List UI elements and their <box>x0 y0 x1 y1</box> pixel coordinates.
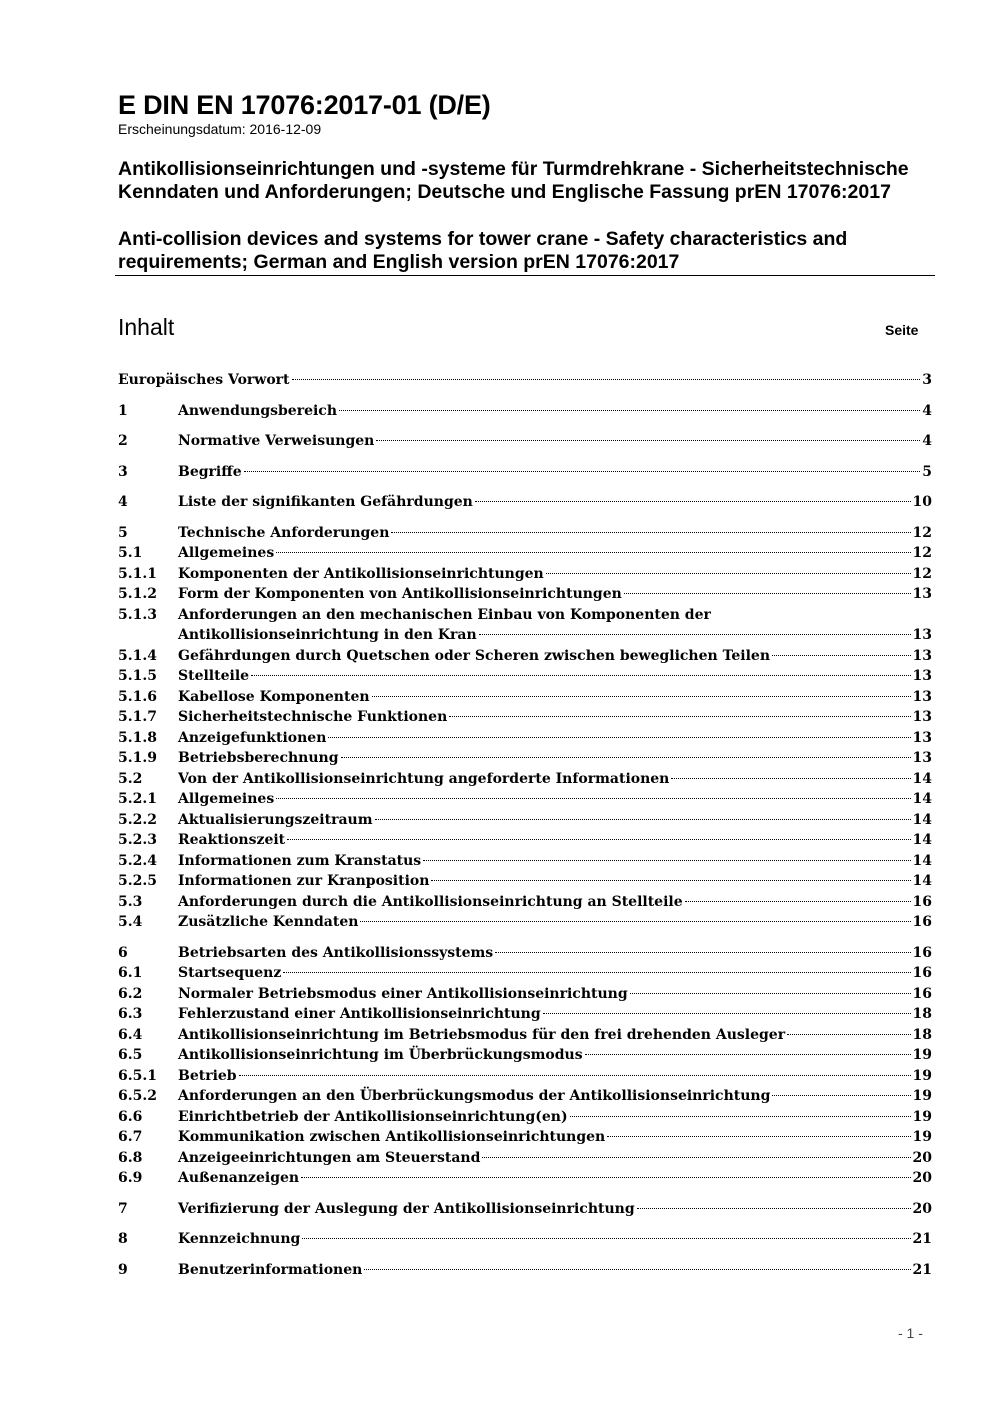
toc-entry[interactable] <box>118 523 932 544</box>
toc-dot-leader <box>495 952 910 953</box>
toc-entry-title: Anzeigeeinrichtungen am Steuerstand <box>178 1149 481 1166</box>
toc-entry-page: 19 <box>912 1129 932 1145</box>
toc-dot-leader <box>475 501 911 502</box>
toc-dot-leader <box>276 552 910 553</box>
toc-entry-number: 6.4 <box>118 1026 143 1043</box>
toc-entry-number: 5.1.1 <box>118 565 157 582</box>
toc-entry-page: 13 <box>912 750 932 766</box>
toc-entry-number: 6 <box>118 944 128 961</box>
toc-entry-title: Liste der signifikanten Gefährdungen <box>178 494 473 510</box>
toc-entry-number: 5.1.8 <box>118 729 157 746</box>
toc-entry-number: 5.3 <box>118 893 143 910</box>
toc-entry[interactable] <box>118 605 932 626</box>
toc-entry-page: 13 <box>912 729 932 746</box>
toc-entry[interactable] <box>118 1004 932 1025</box>
toc-dot-leader <box>449 716 910 717</box>
toc-entry-title: Verifizierung der Auslegung der Antikollisionseinrichtung <box>178 1200 635 1217</box>
toc-entry[interactable] <box>118 492 932 513</box>
toc-dot-leader <box>479 634 911 635</box>
toc-entry-title: Betriebsarten des Antikollisionssystems <box>178 944 494 961</box>
toc-entry-title: Normative Verweisungen <box>178 433 375 449</box>
toc-entry-number: 5.2.2 <box>118 811 157 828</box>
toc-entry-title: Anforderungen durch die Antikollisionseinrichtung an Stellteile <box>178 893 683 910</box>
toc-entry[interactable] <box>118 912 932 933</box>
toc-entry-number: 5 <box>118 524 128 541</box>
toc-entry-number: 2 <box>118 433 128 449</box>
toc-entry-title: Betriebsberechnung <box>178 750 339 766</box>
toc-entry-number: 5.1.4 <box>118 647 157 664</box>
toc-entry[interactable] <box>118 943 932 964</box>
toc-entry[interactable] <box>118 1148 932 1169</box>
toc-entry[interactable] <box>118 1045 932 1066</box>
toc-entry-number: 5.1.9 <box>118 750 157 766</box>
toc-entry-page: 14 <box>912 770 932 787</box>
toc-entry-title: Aktualisierungszeitraum <box>178 811 373 828</box>
toc-entry[interactable] <box>118 462 932 483</box>
toc-entry-title: Stellteile <box>178 668 250 684</box>
toc-entry-title: Kennzeichnung <box>178 1231 301 1247</box>
toc-entry-title: Antikollisionseinrichtung im Überbrückungsmodus <box>178 1047 583 1063</box>
toc-entry-title: Einrichtbetrieb der Antikollisionseinrichtung(en) <box>178 1108 568 1125</box>
toc-dot-leader <box>431 880 910 881</box>
toc-entry-title: Europäisches Vorwort <box>118 372 290 388</box>
toc-entry-page: 16 <box>912 914 932 930</box>
toc-dot-leader <box>482 1157 910 1158</box>
toc-entry-page: 14 <box>912 852 932 869</box>
toc-entry-number: 5.2.1 <box>118 791 157 807</box>
toc-dot-leader <box>585 1054 911 1055</box>
toc-dot-leader <box>787 1034 910 1035</box>
toc-entry-page: 13 <box>912 709 932 725</box>
toc-entry-number: 5.1.6 <box>118 688 157 705</box>
toc-entry[interactable] <box>118 748 932 769</box>
toc-entry-title: Kommunikation zwischen Antikollisionseinrichtungen <box>178 1129 606 1145</box>
toc-entry-number: 6.3 <box>118 1006 143 1022</box>
toc-entry[interactable] <box>118 789 932 810</box>
toc-entry-page: 12 <box>912 545 932 561</box>
toc-entry[interactable] <box>118 687 932 708</box>
toc-entry-page: 20 <box>912 1200 932 1217</box>
toc-dot-leader <box>283 972 910 973</box>
toc-entry[interactable] <box>118 963 932 984</box>
toc-entry[interactable] <box>118 984 932 1005</box>
toc-entry-title: Allgemeines <box>178 545 275 561</box>
toc-entry-number: 9 <box>118 1261 128 1278</box>
title-german-line-1: Antikollisionseinrichtungen und -systeme für Turmdrehkrane - Sicherheitstechnische <box>118 158 909 180</box>
toc-entry-number: 1 <box>118 402 128 419</box>
toc-dot-leader <box>543 1013 911 1014</box>
toc-entry[interactable] <box>118 370 932 391</box>
toc-dot-leader <box>607 1136 910 1137</box>
toc-entry-title: Informationen zum Kranstatus <box>178 852 422 869</box>
toc-entry-page: 18 <box>912 1006 932 1022</box>
toc-entry-number: 5.1.5 <box>118 668 157 684</box>
toc-entry[interactable] <box>118 1260 932 1281</box>
toc-entry-page: 16 <box>912 893 932 910</box>
toc-entry-number: 5.2.4 <box>118 852 157 869</box>
toc-entry-title: Von der Antikollisionseinrichtung angeforderte Informationen <box>178 770 670 787</box>
toc-dot-leader <box>570 1116 911 1117</box>
toc-dot-leader <box>276 798 910 799</box>
toc-entry[interactable] <box>118 1025 932 1046</box>
toc-entry-number: 6.1 <box>118 965 143 981</box>
toc-dot-leader <box>423 860 910 861</box>
toc-dot-leader <box>301 1177 910 1178</box>
toc-entry[interactable] <box>118 1066 932 1087</box>
toc-dot-leader <box>772 1095 910 1096</box>
toc-entry[interactable] <box>118 1229 932 1250</box>
toc-entry-number: 6.8 <box>118 1149 143 1166</box>
title-english-line-1: Anti-collision devices and systems for tower crane - Safety characteristics and <box>118 228 848 250</box>
toc-entry-page: 13 <box>912 627 932 643</box>
toc-entry-page: 19 <box>912 1088 932 1104</box>
toc-entry-number: 5.2 <box>118 770 143 787</box>
toc-entry-number: 6.7 <box>118 1129 143 1145</box>
toc-entry-number: 4 <box>118 494 128 510</box>
toc-entry-page: 20 <box>912 1149 932 1166</box>
toc-entry[interactable] <box>118 1199 932 1220</box>
toc-entry-page: 12 <box>912 565 932 582</box>
toc-entry-title: Anzeigefunktionen <box>178 729 327 746</box>
toc-entry-page: 19 <box>912 1108 932 1125</box>
toc-entry-page: 16 <box>912 965 932 981</box>
toc-dot-leader <box>546 573 911 574</box>
toc-entry-continuation[interactable] <box>118 625 932 646</box>
toc-dot-leader <box>302 1238 910 1239</box>
toc-entry-number: 6.5 <box>118 1047 143 1063</box>
toc-entry[interactable] <box>118 1086 932 1107</box>
title-english <box>118 228 948 274</box>
toc-entry-title: Technische Anforderungen <box>178 524 390 541</box>
toc-entry-page: 13 <box>912 647 932 664</box>
toc-entry-page: 19 <box>912 1047 932 1063</box>
toc-entry-title: Fehlerzustand einer Antikollisionseinrichtung <box>178 1006 541 1022</box>
toc-entry-title: Antikollisionseinrichtung im Betriebsmodus für den frei drehenden Ausleger <box>178 1026 786 1043</box>
toc-dot-leader <box>372 696 911 697</box>
toc-entry-title: Startsequenz <box>178 965 282 981</box>
toc-dot-leader <box>339 410 920 411</box>
toc-dot-leader <box>239 1075 911 1076</box>
toc-entry-number: 6.2 <box>118 985 143 1002</box>
toc-entry[interactable] <box>118 892 932 913</box>
toc-entry-title: Zusätzliche Kenndaten <box>178 914 359 930</box>
toc-entry-title: Begriffe <box>178 463 242 480</box>
toc-entry-page: 14 <box>912 873 932 889</box>
toc-dot-leader <box>630 993 911 994</box>
toc-dot-leader <box>637 1208 911 1209</box>
toc-entry-number: 5.1.3 <box>118 606 157 623</box>
toc-entry-page: 16 <box>912 944 932 961</box>
toc-entry-title: Sicherheitstechnische Funktionen <box>178 709 448 725</box>
table-of-contents <box>118 370 932 1280</box>
toc-entry-number: 6.9 <box>118 1170 143 1186</box>
toc-entry-page: 13 <box>912 668 932 684</box>
toc-entry[interactable] <box>118 564 932 585</box>
toc-entry[interactable] <box>118 431 932 452</box>
toc-entry[interactable] <box>118 1107 932 1128</box>
toc-entry-title: Komponenten der Antikollisionseinrichtungen <box>178 565 544 582</box>
toc-entry-page: 4 <box>922 433 932 449</box>
toc-entry-page: 5 <box>922 463 932 480</box>
toc-entry[interactable] <box>118 646 932 667</box>
publication-date: Erscheinungsdatum: 2016-12-09 <box>118 121 322 137</box>
toc-entry-title: Benutzerinformationen <box>178 1261 363 1278</box>
toc-entry-page: 20 <box>912 1170 932 1186</box>
toc-entry-number: 6.5.2 <box>118 1088 157 1104</box>
toc-entry-title: Allgemeines <box>178 791 275 807</box>
toc-entry-title: Gefährdungen durch Quetschen oder Scheren zwischen beweglichen Teilen <box>178 647 771 664</box>
toc-heading: Inhalt <box>118 314 175 340</box>
toc-dot-leader <box>624 593 911 594</box>
toc-dot-leader <box>251 675 910 676</box>
toc-dot-leader <box>292 379 921 380</box>
toc-entry-number: 5.1.7 <box>118 709 157 725</box>
title-divider <box>115 275 935 276</box>
toc-entry-title: Informationen zur Kranposition <box>178 873 430 889</box>
toc-dot-leader <box>391 532 910 533</box>
toc-entry-title: Außenanzeigen <box>178 1170 300 1186</box>
toc-entry-number: 5.1.2 <box>118 586 157 602</box>
title-english-line-2: requirements; German and English version prEN 17076:2017 <box>118 251 680 273</box>
toc-entry-page: 19 <box>912 1067 932 1084</box>
toc-entry-title-continued: Antikollisionseinrichtung in den Kran <box>178 627 477 643</box>
toc-entry[interactable] <box>118 728 932 749</box>
toc-dot-leader <box>328 737 910 738</box>
toc-dot-leader <box>685 901 911 902</box>
toc-page-column-label: Seite <box>885 322 919 338</box>
toc-dot-leader <box>287 839 910 840</box>
toc-dot-leader <box>364 1269 910 1270</box>
toc-dot-leader <box>375 819 911 820</box>
toc-entry-number: 5.2.5 <box>118 873 157 889</box>
toc-dot-leader <box>671 778 910 779</box>
toc-entry-page: 10 <box>912 494 932 510</box>
toc-entry-page: 3 <box>922 372 932 388</box>
toc-entry-page: 21 <box>912 1231 932 1247</box>
toc-entry[interactable] <box>118 584 932 605</box>
toc-entry-title: Anwendungsbereich <box>178 402 337 419</box>
toc-entry-page: 14 <box>912 791 932 807</box>
toc-entry-title: Anforderungen an den mechanischen Einbau von Komponenten der <box>178 606 711 623</box>
toc-entry-number: 7 <box>118 1200 128 1217</box>
toc-entry-page: 21 <box>912 1261 932 1278</box>
toc-entry-page: 4 <box>922 402 932 419</box>
toc-entry[interactable] <box>118 543 932 564</box>
toc-entry[interactable] <box>118 769 932 790</box>
toc-entry-title: Form der Komponenten von Antikollisionseinrichtungen <box>178 586 622 602</box>
toc-dot-leader <box>244 471 921 472</box>
toc-entry-number: 5.2.3 <box>118 832 157 848</box>
toc-entry-page: 14 <box>912 811 932 828</box>
toc-entry[interactable] <box>118 830 932 851</box>
toc-entry[interactable] <box>118 1168 932 1189</box>
toc-entry[interactable] <box>118 871 932 892</box>
toc-entry-title: Reaktionszeit <box>178 832 286 848</box>
toc-entry-page: 13 <box>912 586 932 602</box>
toc-entry-number: 5.4 <box>118 914 143 930</box>
toc-dot-leader <box>360 921 910 922</box>
toc-entry-page: 12 <box>912 524 932 541</box>
toc-entry-page: 13 <box>912 688 932 705</box>
toc-entry-page: 16 <box>912 985 932 1002</box>
toc-entry-title: Kabellose Komponenten <box>178 688 370 705</box>
page-number: - 1 - <box>898 1325 923 1341</box>
toc-entry[interactable] <box>118 810 932 831</box>
toc-entry[interactable] <box>118 401 932 422</box>
toc-entry-number: 3 <box>118 463 128 480</box>
toc-entry-title: Normaler Betriebsmodus einer Antikollisionseinrichtung <box>178 985 628 1002</box>
toc-entry-number: 8 <box>118 1231 128 1247</box>
toc-entry-title: Betrieb <box>178 1067 237 1084</box>
toc-entry-title: Anforderungen an den Überbrückungsmodus der Antikollisionseinrichtung <box>178 1088 771 1104</box>
toc-entry[interactable] <box>118 666 932 687</box>
document-id: E DIN EN 17076:2017-01 (D/E) <box>118 90 491 120</box>
title-german <box>118 158 948 204</box>
toc-entry-number: 6.5.1 <box>118 1067 157 1084</box>
toc-dot-leader <box>376 440 920 441</box>
title-german-line-2: Kenndaten und Anforderungen; Deutsche und Englische Fassung prEN 17076:2017 <box>118 181 891 203</box>
toc-entry-number: 5.1 <box>118 545 143 561</box>
toc-entry-page: 18 <box>912 1026 932 1043</box>
toc-entry[interactable] <box>118 707 932 728</box>
toc-entry[interactable] <box>118 1127 932 1148</box>
toc-dot-leader <box>341 757 911 758</box>
toc-entry-number: 6.6 <box>118 1108 143 1125</box>
toc-dot-leader <box>772 655 911 656</box>
toc-entry[interactable] <box>118 851 932 872</box>
toc-entry-page: 14 <box>912 832 932 848</box>
